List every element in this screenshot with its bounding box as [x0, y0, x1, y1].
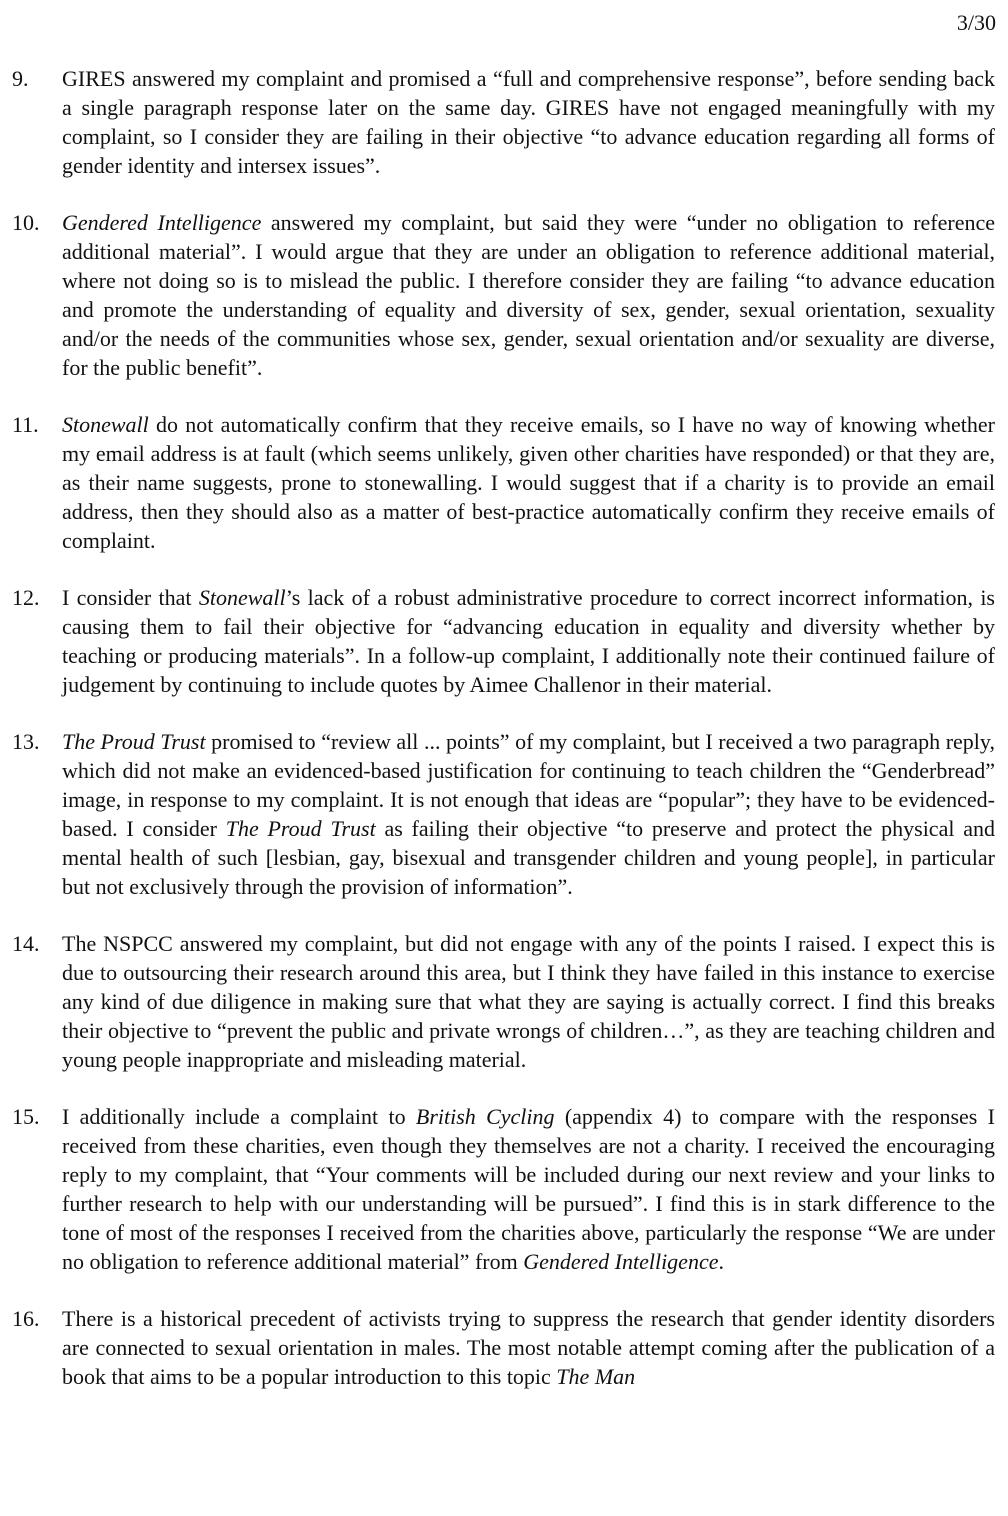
numbered-paragraph [12, 64, 995, 180]
numbered-paragraph [12, 208, 995, 382]
paragraph-number: 9. [12, 66, 29, 91]
paragraph-text [62, 1102, 995, 1276]
text-run: GIRES answered my complaint and promised a “full and comprehensive response”, before sending back a single paragraph response later on the same day. GIRES have not engaged meaningfully with my complaint, so I consider they are failing in their objective “to advance education regarding all forms of gender identity and intersex issues”. [62, 66, 995, 178]
numbered-paragraph [12, 929, 995, 1074]
numbered-paragraph [12, 410, 995, 555]
numbered-paragraph [12, 1102, 995, 1276]
text-run: I consider that [62, 585, 199, 610]
text-run: I additionally include a complaint to [62, 1104, 416, 1129]
numbered-paragraph [12, 583, 995, 699]
paragraph-text [62, 64, 995, 180]
italic-name: Gendered Intelligence [62, 210, 262, 235]
text-run: as failing their objective “to preserve and protect the physical and mental health of such [lesbian, gay, bisexual and transgender children and young people], in particular but not exclusively through the provision of information”. [62, 816, 995, 899]
numbered-paragraph [12, 1304, 995, 1391]
text-run: The NSPCC answered my complaint, but did not engage with any of the points I raised. I expect this is due to outsourcing their research around this area, but I think they have failed in this instance to exercise any kind of due diligence in making sure that what they are saying is actually correct. I find this breaks their objective to “prevent the public and private wrongs of children…”, as they are teaching children and young people inappropriate and misleading material. [62, 931, 995, 1072]
text-run: ’s lack of a robust administrative procedure to correct incorrect information, is causing them to fail their objective for “advancing education in equality and diversity whether by teaching or producing materials”. In a follow-up complaint, I additionally note their continued failure of judgement by continuing to include quotes by Aimee Challenor in their material. [62, 585, 995, 697]
text-run: promised to “review all ... points” of my complaint, but I received a two paragraph reply, which did not make an evidenced-based justification for continuing to teach children the “Genderbread” image, in response to my complaint. It is not enough that ideas are “popular”; they have to be evidenced-based. I consider [62, 729, 995, 841]
italic-name: Stonewall [62, 412, 149, 437]
paragraph-text [62, 208, 995, 382]
paragraph-number: 11. [12, 412, 39, 437]
text-run: do not automatically confirm that they receive emails, so I have no way of knowing whether my email address is at fault (which seems unlikely, given other charities have responded) or that they are, as their name suggests, prone to stonewalling. I would suggest that if a charity is to provide an email address, then they should also as a matter of best-practice automatically confirm they receive emails of complaint. [62, 412, 995, 553]
numbered-paragraph-list [12, 64, 995, 1419]
text-run: There is a historical precedent of activists trying to suppress the research that gender identity disorders are connected to sexual orientation in males. The most notable attempt coming after the publication of a book that aims to be a popular introduction to this topic [62, 1306, 995, 1389]
paragraph-text [62, 929, 995, 1074]
italic-name: The Proud Trust [225, 816, 376, 841]
paragraph-number: 12. [12, 585, 40, 610]
italic-name: The Man [556, 1364, 636, 1389]
paragraph-text [62, 410, 995, 555]
page-number: 3/30 [956, 10, 996, 35]
paragraph-number: 10. [12, 210, 40, 235]
paragraph-text [62, 727, 995, 901]
text-run: . [718, 1249, 724, 1274]
numbered-paragraph [12, 727, 995, 901]
paragraph-number: 13. [12, 729, 40, 754]
italic-name: Stonewall [198, 585, 286, 610]
paragraph-number: 15. [12, 1104, 40, 1129]
italic-name: Gendered Intelligence [523, 1249, 719, 1274]
text-run: (appendix 4) to compare with the responses I received from these charities, even though they themselves are not a charity. I received the encouraging reply to my complaint, that “Your comments will be included during our next review and your links to further research to help with our understanding will be pursued”. I find this is in stark difference to the tone of most of the responses I received from the charities above, particularly the response “We are under no obligation to reference additional material” from [62, 1104, 996, 1274]
italic-name: The Proud Trust [62, 729, 206, 754]
paragraph-text [62, 1304, 995, 1391]
paragraph-text [62, 583, 995, 699]
paragraph-number: 14. [12, 931, 40, 956]
paragraph-number: 16. [12, 1306, 40, 1331]
text-run: answered my complaint, but said they were “under no obligation to reference additional material”. I would argue that they are under an obligation to reference additional material, where not doing so is to mislead the public. I therefore consider they are failing “to advance education and promote the understanding of equality and diversity of sex, gender, sexual orientation, sexuality and/or the needs of the communities whose sex, gender, sexual orientation and/or sexuality are diverse, for the public benefit”. [62, 210, 995, 380]
italic-name: British Cycling [415, 1104, 555, 1129]
